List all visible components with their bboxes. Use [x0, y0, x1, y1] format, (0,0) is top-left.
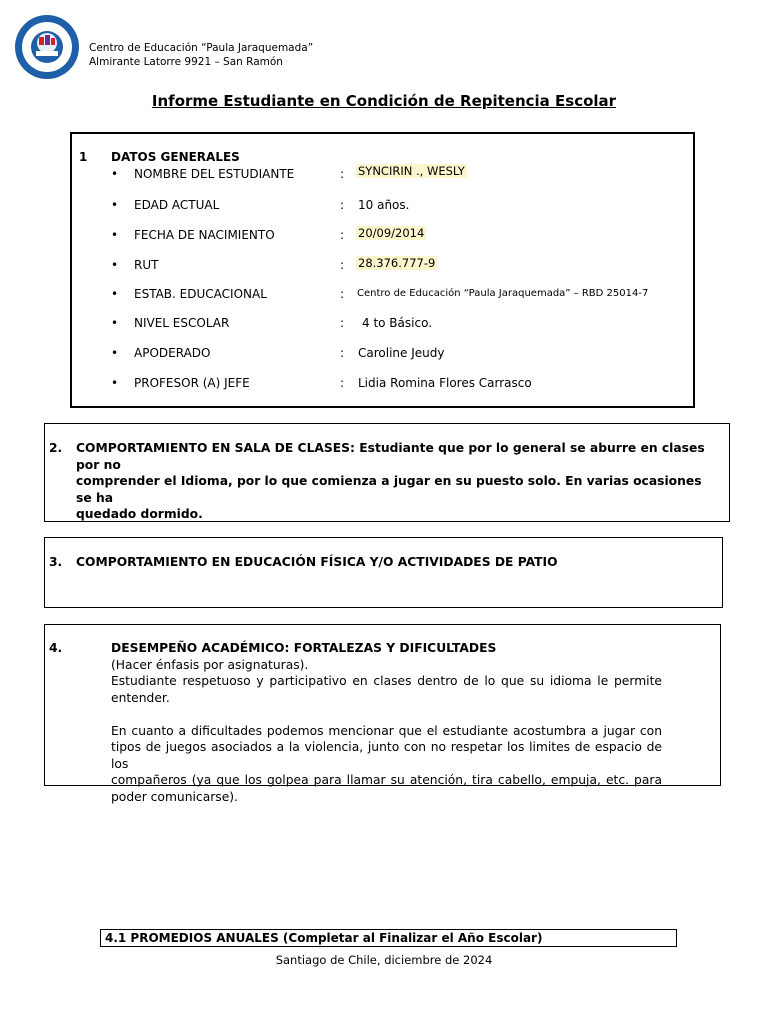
field-label: NOMBRE DEL ESTUDIANTE — [134, 167, 295, 181]
field-label: FECHA DE NACIMIENTO — [134, 228, 275, 242]
field-value: 10 años. — [358, 198, 410, 212]
field-value: Lidia Romina Flores Carrasco — [358, 376, 532, 390]
field-label: RUT — [134, 258, 159, 272]
section1-number: 1 — [79, 150, 88, 164]
report-title: Informe Estudiante en Condición de Repitencia Escolar — [151, 92, 617, 110]
field-separator: : — [340, 287, 345, 301]
field-separator: : — [340, 346, 345, 360]
section4-paragraph-line: poder comunicarse). — [111, 789, 238, 804]
bullet-icon: • — [111, 346, 119, 360]
section3-number: 3. — [49, 555, 63, 569]
bullet-icon: • — [111, 258, 119, 272]
field-value: Caroline Jeudy — [358, 346, 445, 360]
school-info — [89, 41, 313, 69]
field-value: Centro de Educación “Paula Jaraquemada” – RBD 25014-7 — [357, 288, 649, 299]
field-label: PROFESOR (A) JEFE — [134, 376, 250, 390]
section2-number: 2. — [49, 441, 63, 455]
field-separator: : — [340, 258, 345, 272]
pe-behavior-box — [44, 537, 723, 608]
section3-heading: COMPORTAMIENTO EN EDUCACIÓN FÍSICA Y/O ACTIVIDADES DE PATIO — [76, 555, 558, 569]
footer-place-date: Santiago de Chile, diciembre de 2024 — [275, 953, 493, 967]
field-value: 28.376.777-9 — [358, 256, 436, 270]
bullet-icon: • — [111, 316, 119, 330]
bullet-icon: • — [111, 167, 119, 181]
section4-heading: DESEMPEÑO ACADÉMICO: FORTALEZAS Y DIFICULTADES — [111, 641, 497, 655]
field-value: 20/09/2014 — [358, 226, 425, 240]
field-label: NIVEL ESCOLAR — [134, 316, 230, 330]
section4-note: (Hacer énfasis por asignaturas). — [111, 657, 309, 672]
section2-text — [76, 440, 716, 523]
field-value: 4 to Básico. — [362, 316, 433, 330]
field-label: ESTAB. EDUCACIONAL — [134, 287, 267, 301]
bullet-icon: • — [111, 198, 119, 212]
school-address: Almirante Latorre 9921 – San Ramón — [89, 56, 283, 68]
field-separator: : — [340, 167, 345, 181]
bullet-icon: • — [111, 376, 119, 390]
section4-number: 4. — [49, 641, 63, 655]
section4-paragraph-line: compañeros (ya que los golpea para llamar su atención, tira cabello, empuja, etc. para — [111, 773, 662, 787]
field-separator: : — [340, 228, 345, 242]
field-label: APODERADO — [134, 346, 211, 360]
section2-line: COMPORTAMIENTO EN SALA DE CLASES: Estudiante que por lo general se aburre en clases por no — [76, 441, 705, 472]
field-value: SYNCIRIN ., WESLY — [358, 164, 465, 178]
section1-heading: DATOS GENERALES — [111, 150, 240, 164]
section4-paragraph-line: Estudiante respetuoso y participativo en clases dentro de lo que su idioma le permite — [111, 674, 662, 688]
bullet-icon: • — [111, 228, 119, 242]
school-logo — [14, 14, 80, 80]
field-separator: : — [340, 198, 345, 212]
section4-content — [111, 640, 662, 805]
section2-line: quedado dormido. — [76, 507, 203, 521]
section4-paragraph-line: tipos de juegos asociados a la violencia, junto con no respetar los limites de espacio de los — [111, 740, 662, 771]
field-label: EDAD ACTUAL — [134, 198, 220, 212]
field-separator: : — [340, 316, 345, 330]
bullet-icon: • — [111, 287, 119, 301]
section4-paragraph-line: En cuanto a dificultades podemos mencionar que el estudiante acostumbra a jugar con — [111, 723, 662, 738]
section4-paragraph-line: entender. — [111, 690, 170, 705]
school-name: Centro de Educación “Paula Jaraquemada” — [89, 42, 314, 54]
section2-line: comprender el Idioma, por lo que comienza a jugar en su puesto solo. En varias ocasiones se ha — [76, 474, 702, 505]
field-separator: : — [340, 376, 345, 390]
section41-heading: 4.1 PROMEDIOS ANUALES (Completar al Finalizar el Año Escolar) — [105, 931, 543, 945]
